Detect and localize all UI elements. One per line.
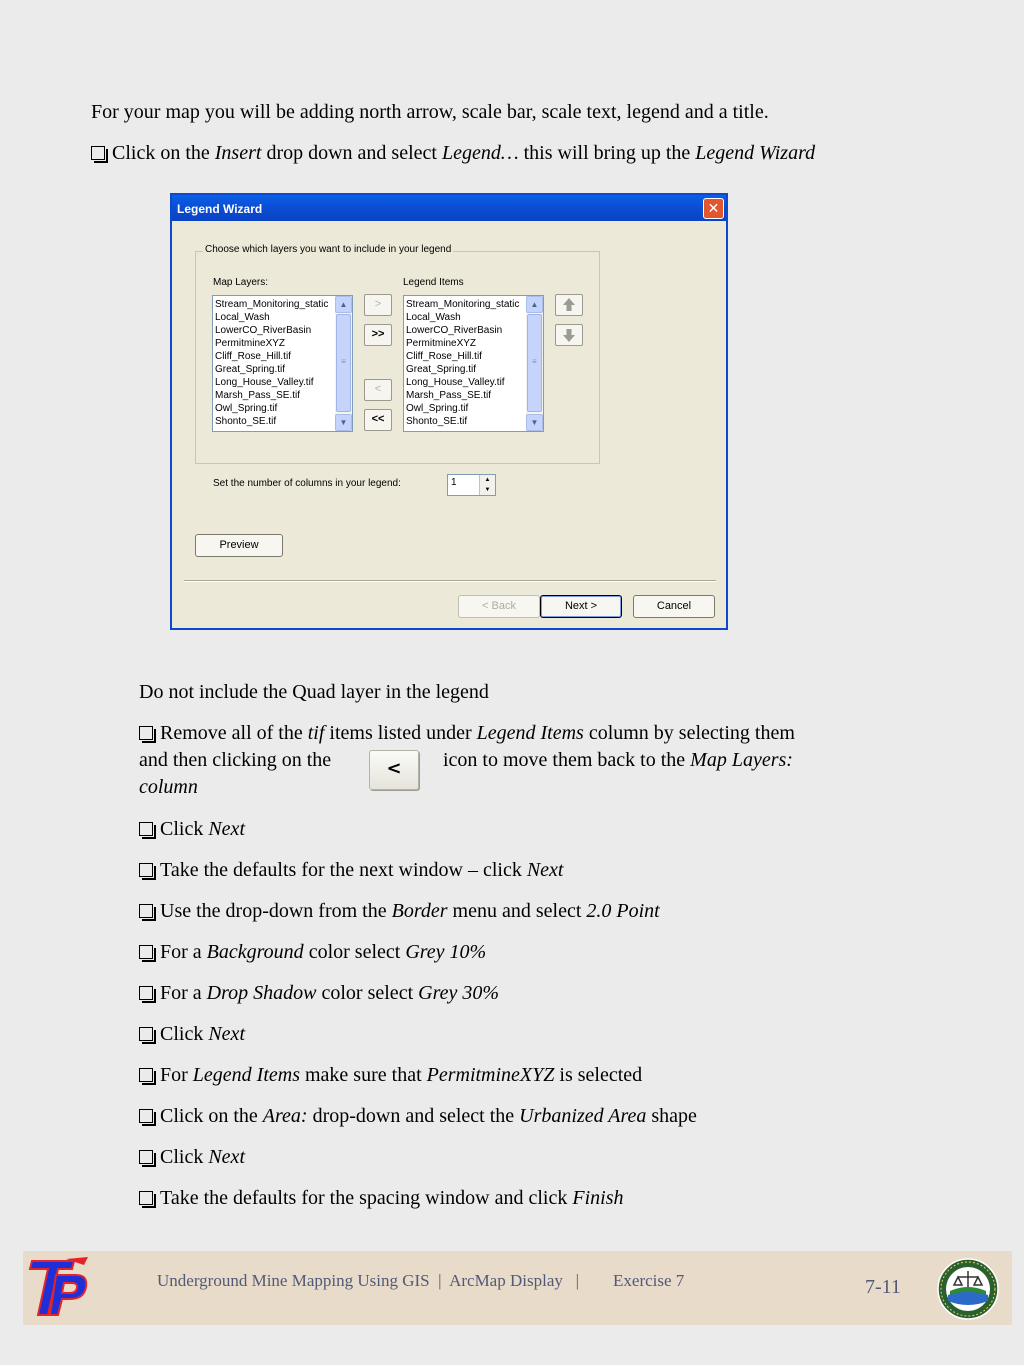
list-item[interactable]: Local_Wash <box>215 312 270 323</box>
instruction-step: Take the defaults for the next window – click Next <box>139 857 563 884</box>
instruction-step: Click on the Area: drop-down and select the Urbanized Area shape <box>139 1103 697 1130</box>
legend-items-scrollbar[interactable] <box>526 296 543 431</box>
list-item[interactable]: Long_House_Valley.tif <box>406 377 505 388</box>
scroll-up-icon[interactable]: ▲ <box>526 296 543 313</box>
checkbox-bullet-icon <box>139 986 153 1000</box>
dialog-title-bar <box>172 195 726 221</box>
arrow-down-icon <box>556 325 582 345</box>
instruction-step: Click Next <box>139 816 245 843</box>
preview-button[interactable]: Preview <box>195 534 283 557</box>
instruction-step: Click Next <box>139 1144 245 1171</box>
remove-instruction-line-2b: icon to move them back to the Map Layers: <box>443 749 793 771</box>
remove-instruction-line-2a: and then clicking on the <box>139 749 332 771</box>
map-layers-list[interactable] <box>212 295 353 432</box>
move-up-button[interactable] <box>555 294 583 316</box>
map-layers-scrollbar[interactable] <box>335 296 352 431</box>
checkbox-bullet-icon <box>139 1027 153 1041</box>
list-item[interactable]: Stream_Monitoring_static <box>215 299 329 310</box>
legend-items-label: Legend Items <box>403 277 464 288</box>
list-item[interactable]: Owl_Spring.tif <box>406 403 469 414</box>
checkbox-bullet-icon <box>139 945 153 959</box>
scroll-up-icon[interactable]: ▲ <box>335 296 352 313</box>
list-item[interactable]: PermitmineXYZ <box>215 338 286 349</box>
intro-line-2: Click on the Insert drop down and select Legend… this will bring up the Legend Wizard <box>91 140 815 167</box>
tips-logo-icon <box>26 1253 94 1328</box>
spin-up-icon[interactable]: ▲ <box>484 477 491 483</box>
osm-seal-icon <box>936 1257 1000 1326</box>
list-item[interactable]: LowerCO_RiverBasin <box>215 325 312 336</box>
list-item[interactable]: Great_Spring.tif <box>215 364 286 375</box>
add-all-layers-button[interactable]: >> <box>364 324 392 346</box>
footer-bar <box>23 1251 1012 1325</box>
list-item[interactable]: LowerCO_RiverBasin <box>406 325 503 336</box>
checkbox-bullet-icon <box>139 1191 153 1205</box>
checkbox-bullet-icon <box>139 1150 153 1164</box>
next-button[interactable]: Next > <box>540 595 622 618</box>
dialog-separator <box>184 580 716 582</box>
checkbox-bullet-icon <box>139 1068 153 1082</box>
legend-items-items <box>406 298 525 428</box>
checkbox-bullet-icon <box>139 1109 153 1123</box>
list-item[interactable]: Marsh_Pass_SE.tif <box>406 390 492 401</box>
instruction-step: For a Drop Shadow color select Grey 30% <box>139 980 499 1007</box>
list-item[interactable]: Great_Spring.tif <box>406 364 477 375</box>
list-item[interactable]: PermitmineXYZ <box>406 338 477 349</box>
checkbox-bullet-icon <box>139 904 153 918</box>
checkbox-bullet-icon <box>91 146 105 160</box>
instruction-step: For a Background color select Grey 10% <box>139 939 486 966</box>
remove-layer-inline-icon: < <box>369 750 419 790</box>
instruction-step: Click Next <box>139 1021 245 1048</box>
cancel-button[interactable]: Cancel <box>633 595 715 618</box>
remove-instruction: Remove all of the tif items listed under Legend Items column by selecting them <box>139 720 795 747</box>
dialog-title: Legend Wizard <box>177 202 263 216</box>
legend-items-list[interactable] <box>403 295 544 432</box>
list-item[interactable]: Local_Wash <box>406 312 461 323</box>
move-down-button[interactable] <box>555 324 583 346</box>
instruction-step: Use the drop-down from the Border menu and select 2.0 Point <box>139 898 660 925</box>
group-label: Choose which layers you want to include in your legend <box>205 244 452 255</box>
close-icon[interactable]: ✕ <box>703 198 724 219</box>
scroll-down-icon[interactable]: ▼ <box>526 414 543 431</box>
scroll-thumb[interactable]: ≡ <box>527 314 542 412</box>
checkbox-bullet-icon <box>139 863 153 877</box>
legend-wizard-dialog <box>170 193 728 630</box>
checkbox-bullet-icon <box>139 726 153 740</box>
intro-line-1: For your map you will be adding north arrow, scale bar, scale text, legend and a title. <box>91 101 769 123</box>
arrow-up-icon <box>556 295 582 315</box>
columns-spinner[interactable] <box>447 474 496 496</box>
list-item[interactable]: Cliff_Rose_Hill.tif <box>215 351 291 362</box>
map-layers-label: Map Layers: <box>213 277 269 288</box>
list-item[interactable]: Cliff_Rose_Hill.tif <box>406 351 482 362</box>
add-layer-button[interactable]: > <box>364 294 392 316</box>
list-item[interactable]: Shonto_SE.tif <box>215 416 277 427</box>
scroll-down-icon[interactable]: ▼ <box>335 414 352 431</box>
instruction-step: Take the defaults for the spacing window and click Finish <box>139 1185 623 1212</box>
list-item[interactable]: Marsh_Pass_SE.tif <box>215 390 301 401</box>
list-item[interactable]: Stream_Monitoring_static <box>406 299 520 310</box>
remove-all-layers-button[interactable]: << <box>364 409 392 431</box>
remove-instruction-line-3: column <box>139 776 198 798</box>
back-button[interactable]: < Back <box>458 595 540 618</box>
columns-label: Set the number of columns in your legend: <box>213 478 401 489</box>
footer-course-title: Underground Mine Mapping Using GIS | ArcMap Display | Exercise 7 <box>157 1271 685 1290</box>
list-item[interactable]: Owl_Spring.tif <box>215 403 278 414</box>
checkbox-bullet-icon <box>139 822 153 836</box>
map-layers-items <box>215 298 334 428</box>
spin-down-icon[interactable]: ▼ <box>484 487 491 493</box>
list-item[interactable]: Long_House_Valley.tif <box>215 377 314 388</box>
scroll-thumb[interactable]: ≡ <box>336 314 351 412</box>
columns-value: 1 <box>451 477 457 488</box>
remove-layer-button[interactable]: < <box>364 379 392 401</box>
spinner-buttons[interactable] <box>479 475 495 495</box>
instruction-step: For Legend Items make sure that PermitmineXYZ is selected <box>139 1062 642 1089</box>
list-item[interactable]: Shonto_SE.tif <box>406 416 468 427</box>
note-line: Do not include the Quad layer in the legend <box>139 681 489 703</box>
page-number: 7-11 <box>865 1276 901 1298</box>
